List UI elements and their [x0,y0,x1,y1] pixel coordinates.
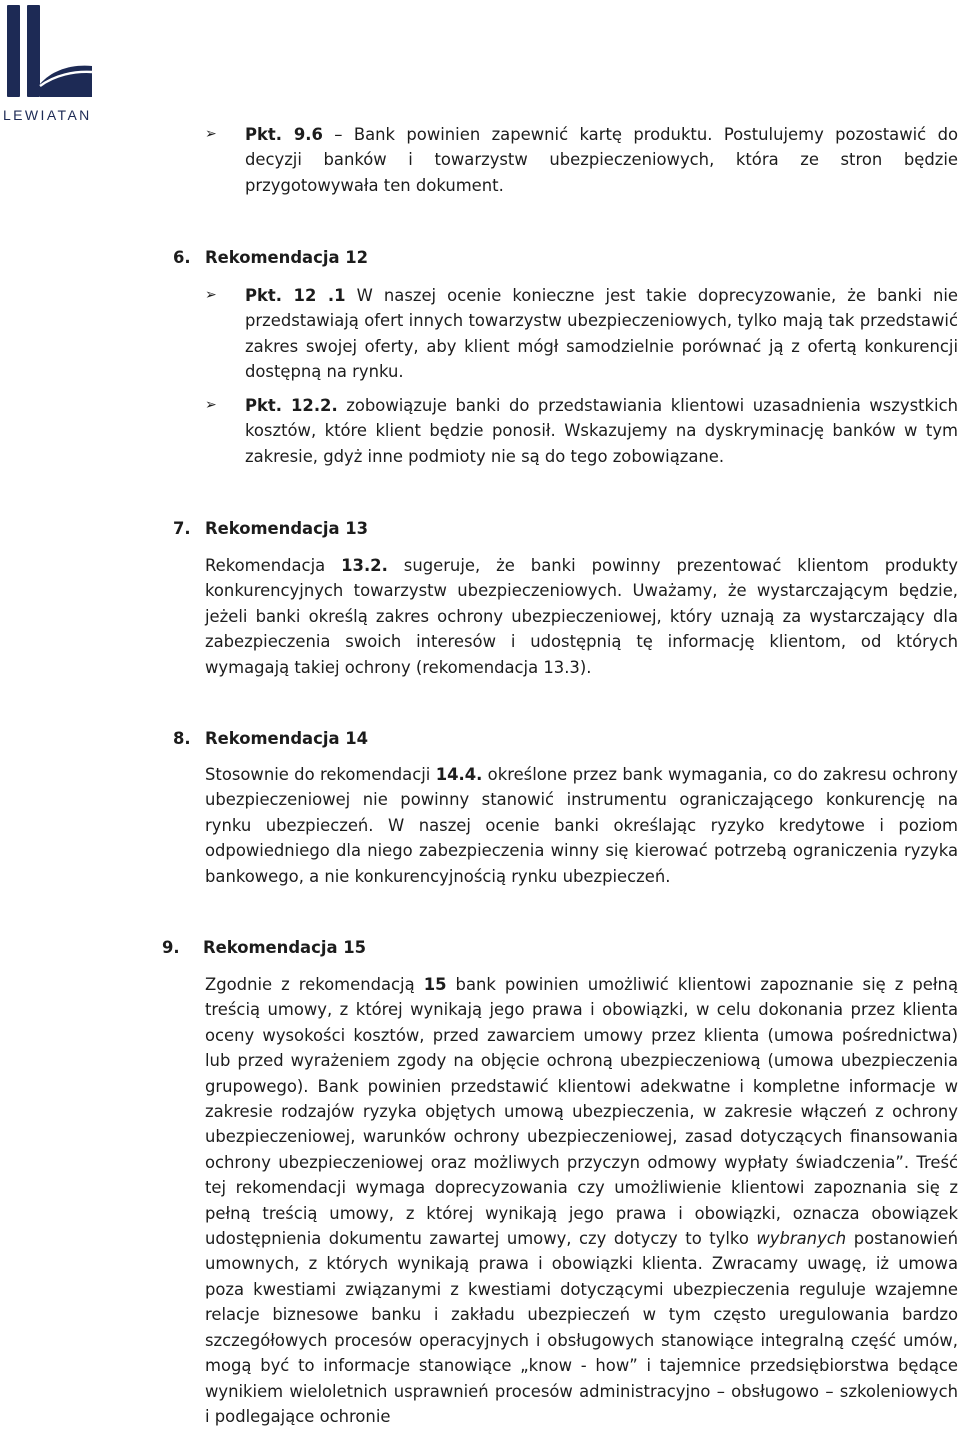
pkt-9-6-label: Pkt. 9.6 [245,125,323,144]
rek-13-text: sugeruje, że banki powinny prezentować klientom produkty konkurencyjnych towarzystw ubezpieczeniowych. Uważamy, że wystarczającym będzie, jeżeli banki określą zakres ochrony ubezpieczeniowej, który uznają za wystarczający dla zabezpieczenia swoich interesów i udostępnią tę informację klientom, od których wymagają takiej ochrony (rekomendacja 13.3). [205,556,958,677]
section-6-number: 6. [173,248,191,267]
pkt-12-1-label: Pkt. 12 .1 [245,286,346,305]
pkt-12-1-text: W naszej ocenie konieczne jest takie doprecyzowanie, że banki nie przedstawiają ofert innych towarzystw ubezpieczeniowych, tylko mają tak przedstawić zakres swojej oferty, aby klient mógł samodzielnie porównać ją z ofertą konkurencji dostępną na rynku. [245,286,958,382]
pkt-12-2-label: Pkt. 12.2. [245,396,338,415]
section-9-number: 9. [162,938,180,957]
pkt-12-1-paragraph [245,283,958,385]
section-8-number: 8. [173,729,191,748]
bullet-arrow-icon: ➢ [205,397,217,413]
rek-14-number: 14.4. [435,765,483,784]
section-7-title: Rekomendacja 13 [205,519,369,538]
pkt-12-2-paragraph [245,393,958,469]
bullet-arrow-icon: ➢ [205,287,217,303]
section-6-title: Rekomendacja 12 [205,248,369,267]
rek-15-prefix: Zgodnie z rekomendacją [205,975,424,994]
rek-14-prefix: Stosownie do rekomendacji [205,765,436,784]
rek-15-italic: wybranych [756,1229,847,1249]
pkt-9-6-text: – Bank powinien zapewnić kartę produktu. Postulujemy pozostawić do decyzji banków i towarzystw ubezpieczeniowych, która ze stron będzie przygotowywała ten dokument. [245,125,959,195]
bullet-arrow-icon: ➢ [205,126,217,142]
rek-15-text-1: bank powinien umożliwić klientowi zapoznanie się z pełną treścią umowy, z której wynikają jego prawa i obowiązki, w celu dokonania przez klienta oceny wysokości kosztów, przed zawarciem umowy przez klienta (umowa pośrednictwa) lub przed wyrażeniem zgody na objęcie ochroną ubezpieczeniową (umowa ubezpieczenia grupowego). Bank powinien przedstawić klientowi adekwatne i kompletne informacje w zakresie rodzajów ryzyka objętych umową ubezpieczenia, w zakresie włączeń z ochrony ubezpieczeniowej, warunków ochrony ubezpieczeniowej, zasad dotyczących finansowania ochrony ubezpieczeniowej oraz możliwych przyczyn odmowy wypłaty świadczenia”. Treść tej rekomendacji wymaga doprecyzowania czy umożliwienie klientowi zapoznania się z pełną treścią umowy, z której wynikają jego prawa i obowiązki, oznacza obowiązek udostępnienia dokumentu zawartej umowy, czy dotyczy to tylko [205,975,958,1249]
section-8-title: Rekomendacja 14 [205,729,369,748]
section-9-title: Rekomendacja 15 [203,938,367,957]
rek-14-text: określone przez bank wymagania, co do zakresu ochrony ubezpieczeniowej nie powinny stanowić instrumentu ograniczającego konkurencję na rynku ubezpieczeń. W naszej ocenie banki określając ryzyko kredytowe i poziom odpowiedniego dla niego zabezpieczenia winny się kierować potrzebą ograniczenia ryzyka bankowego, a nie konkurencyjnością rynku ubezpieczeń. [205,765,958,886]
rek-15-paragraph [205,972,958,1429]
rek-13-number: 13.2. [341,556,388,575]
rek-14-paragraph [205,762,958,889]
pkt-12-2-text: zobowiązuje banki do przedstawiania klientowi uzasadnienia wszystkich kosztów, które klient będzie ponosił. Wskazujemy na dyskryminację banków w tym zakresie, gdyż inne podmioty nie są do tego zobowiązane. [245,396,958,466]
rek-15-text-2: postanowień umownych, z których wynikają prawa i obowiązki klienta. Zwracamy uwagę, iż umowa poza kwestiami związanymi z kwestiami dotyczącymi ubezpieczenia reguluje wzajemne relacje biznesowe banku i zakładu ubezpieczeń w tym często uregulowania bardzo szczegółowych procesów operacyjnych i obsługowych stanowiące integralną część umów, mogą być to informacje stanowiące „know - how” i tajemnice przedsiębiorstwa będące wynikiem wieloletnich usprawnień procesów administracyjno – obsługowo – szkoleniowych i podlegające ochronie [205,1229,958,1426]
rek-13-prefix: Rekomendacja [205,556,342,575]
section-7-number: 7. [173,519,191,538]
pkt-9-6-paragraph [245,122,958,198]
rek-15-number: 15 [423,975,447,994]
rek-13-paragraph [205,553,958,680]
lewiatan-logo-text: LEWIATAN [3,107,92,123]
